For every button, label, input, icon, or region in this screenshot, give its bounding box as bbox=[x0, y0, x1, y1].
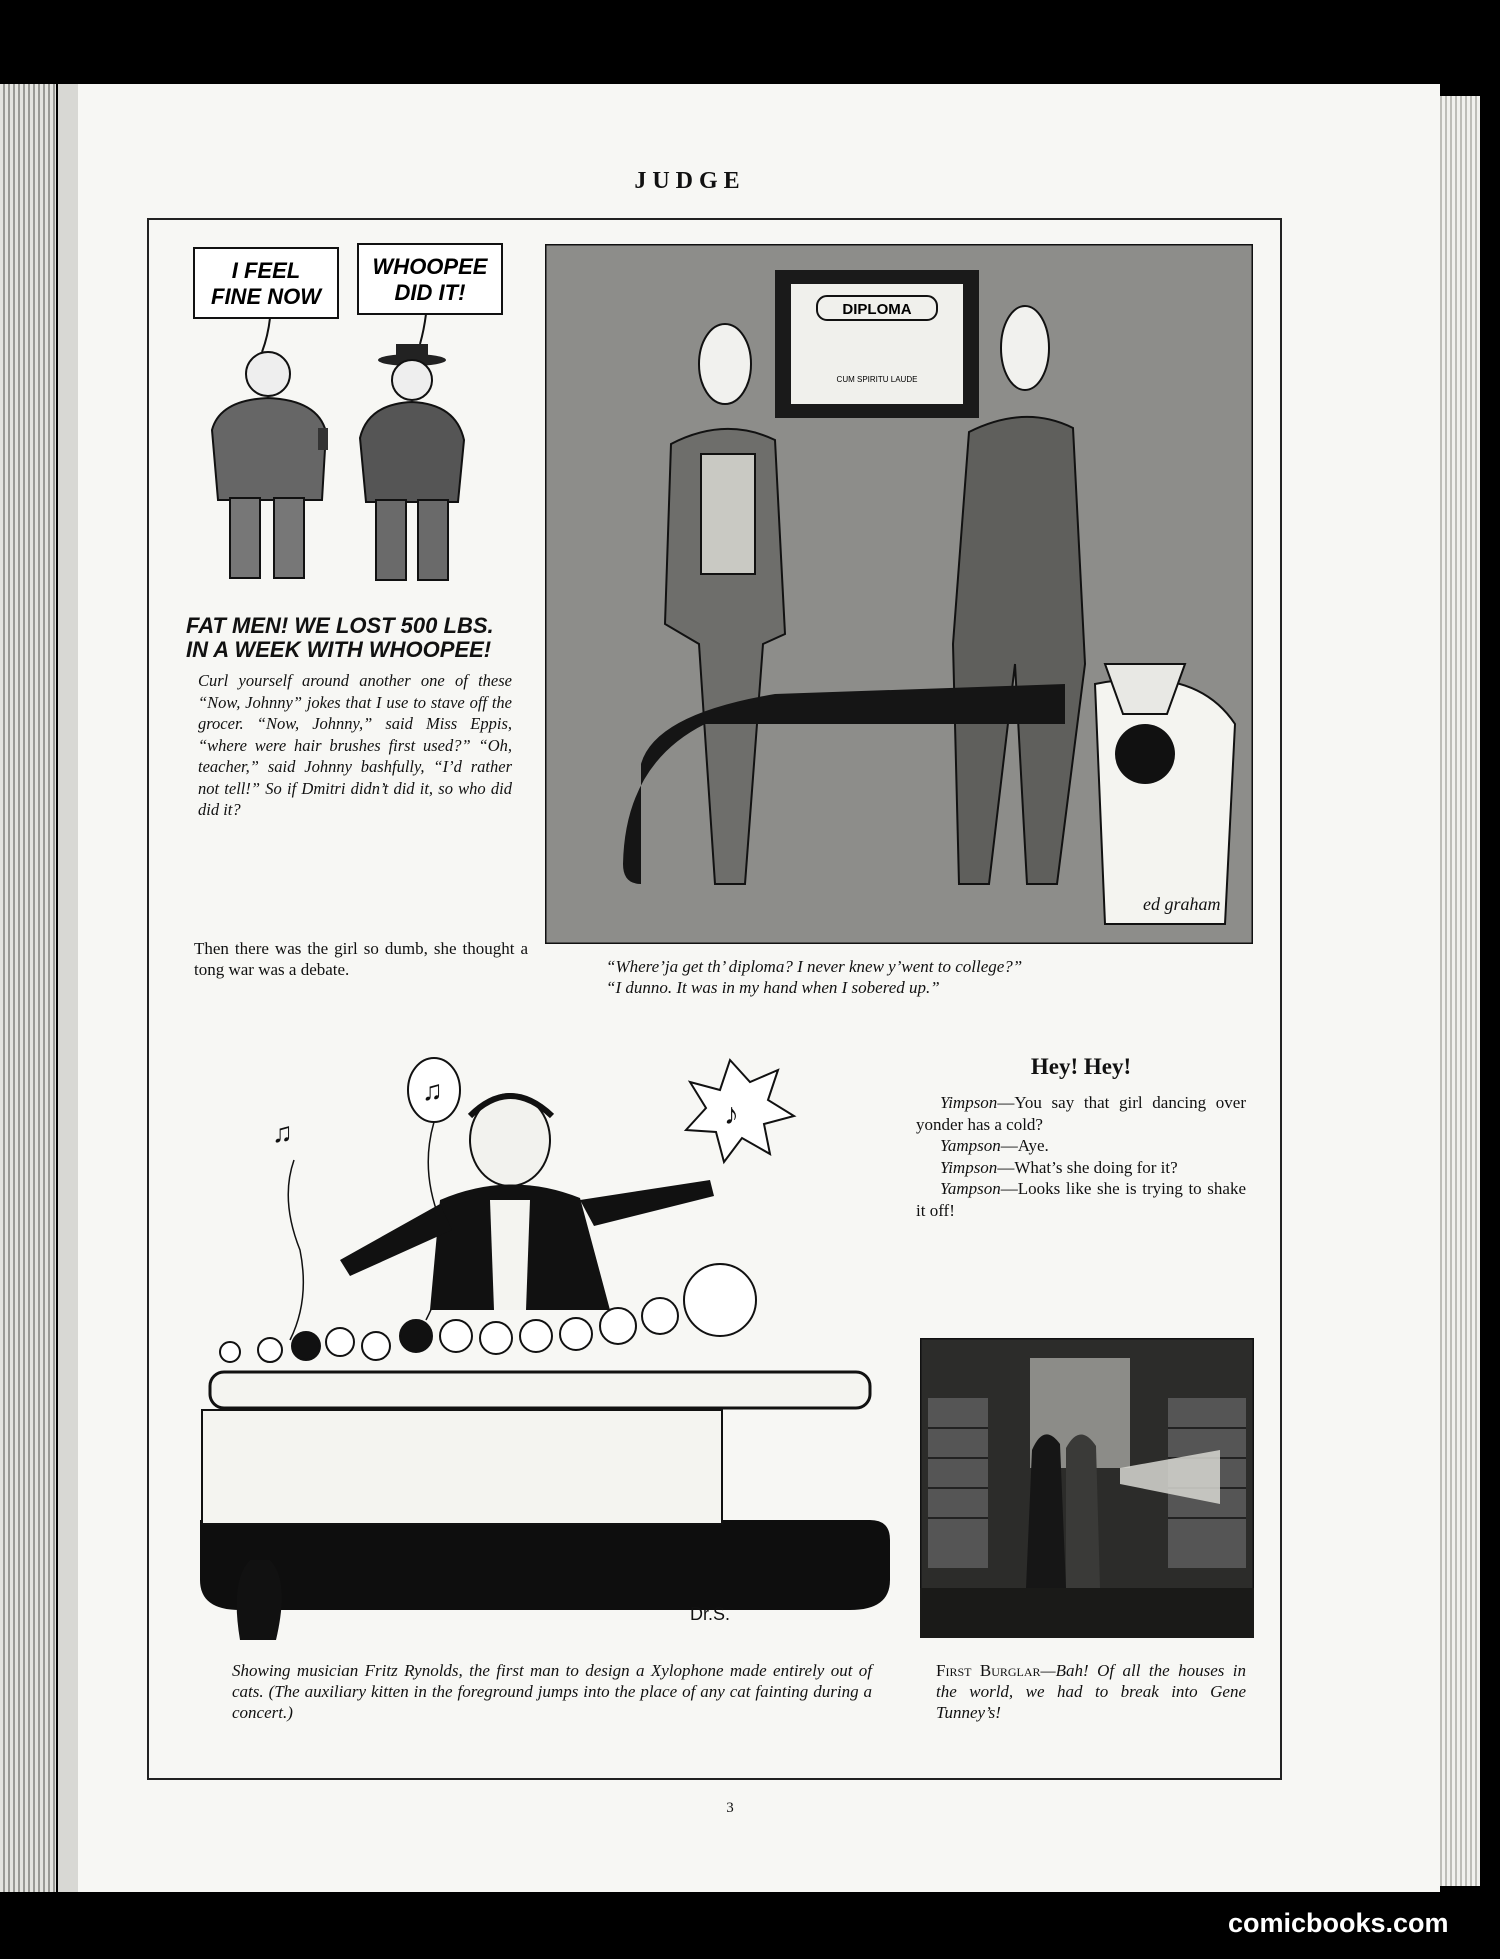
whoopee-headline-line1: FAT MEN! WE LOST 500 LBS. bbox=[186, 613, 494, 638]
diploma-cartoon bbox=[545, 244, 1253, 944]
svg-text:♫: ♫ bbox=[422, 1076, 443, 1107]
xylophone-bar bbox=[210, 1372, 870, 1408]
speaker-3: Yimpson bbox=[940, 1157, 998, 1177]
burglar-illustration bbox=[920, 1338, 1254, 1638]
bubble-left-line1: I FEEL bbox=[231, 258, 301, 283]
svg-text:♪: ♪ bbox=[724, 1098, 739, 1131]
masthead: JUDGE bbox=[634, 168, 746, 194]
xylophone-base bbox=[200, 1520, 890, 1610]
page-number: 3 bbox=[726, 1800, 734, 1816]
binding-gutter bbox=[58, 84, 78, 1892]
hey-hey-title: Hey! Hey! bbox=[1030, 1054, 1132, 1079]
xylophone-caption: Showing musician Fritz Rynolds, the first man to design a Xylophone made entirely out of cats. (The auxiliary kitten in the foreground jumps into the place of any cat fainting during a concert.) bbox=[232, 1661, 872, 1722]
line-3-text: What’s she doing for it? bbox=[1014, 1157, 1178, 1177]
whoopee-headline-line2: IN A WEEK WITH WHOOPEE! bbox=[186, 637, 492, 662]
hey-hey-line-3: Yimpson—What’s she doing for it? bbox=[940, 1157, 1178, 1177]
burglar-speaker: First Burglar bbox=[936, 1661, 1041, 1680]
diploma-caption-line1: “Where’ja get th’ diploma? I never knew y’went to college?” bbox=[606, 957, 1023, 976]
diploma-text: DIPLOMA bbox=[842, 301, 912, 318]
music-note-heart bbox=[272, 1118, 303, 1340]
diploma-caption bbox=[606, 956, 1246, 998]
bubble-right-line1: WHOOPEE bbox=[372, 254, 488, 279]
stacked-page-edges bbox=[1440, 96, 1480, 1886]
speaker-1: Yimpson bbox=[940, 1093, 998, 1112]
whoopee-headline bbox=[186, 614, 536, 662]
tong-war-joke: Then there was the girl so dumb, she thought a tong war was a debate. bbox=[194, 939, 528, 979]
line-1-text: You say that girl dancing over yonder has a cold? bbox=[916, 1093, 1246, 1134]
line-2-text: Aye. bbox=[1017, 1136, 1049, 1155]
diploma-signature: ed graham bbox=[1143, 894, 1221, 914]
hey-hey-dialog bbox=[916, 1092, 1246, 1221]
speaker-2: Yampson bbox=[940, 1136, 1001, 1155]
hey-hey-line-1: Yimpson—You say that girl dancing over yonder has a cold? bbox=[916, 1093, 1246, 1134]
burglar-caption: First Burglar—Bah! Of all the houses in the world, we had to break into Gene Tunney’s! bbox=[936, 1661, 1246, 1722]
hey-hey-line-2: Yampson—Aye. bbox=[940, 1136, 1049, 1155]
whoopee-paragraph: Curl yourself around another one of these “Now, Johnny” jokes that I use to stave off the grocer. “Now, Johnny,” said Miss Eppis, “where were hair brushes first used?” “Oh, teacher,” said Johnny bashfully, “I’d rather not tell!” So if Dmitri didn’t did it, so who did did it? bbox=[198, 671, 512, 819]
musician-fritz-rynolds bbox=[340, 1094, 714, 1310]
burglar-text: Bah! Of all the houses in the world, we had to break into Gene Tunney’s! bbox=[936, 1661, 1246, 1722]
previous-page-edge bbox=[0, 84, 56, 1892]
bubble-right-line2: DID IT! bbox=[394, 280, 466, 305]
xylophone-signature: Dr.S. bbox=[690, 1604, 731, 1624]
diploma-small-text: CUM SPIRITU LAUDE bbox=[836, 375, 918, 384]
line-4-text: Looks like she is trying to shake it off! bbox=[916, 1179, 1246, 1220]
thin-man-right bbox=[360, 344, 464, 580]
music-note-starburst bbox=[686, 1060, 794, 1162]
watermark: comicbooks.com bbox=[1228, 1908, 1449, 1938]
fat-man-left bbox=[212, 352, 328, 578]
auxiliary-kitten bbox=[237, 1560, 282, 1640]
diploma-caption-line2: “I dunno. It was in my hand when I sobered up.” bbox=[606, 978, 940, 997]
speaker-4: Yampson bbox=[940, 1179, 1001, 1198]
bubble-left-line2: FINE NOW bbox=[211, 284, 321, 309]
cat-xylophone-cartoon bbox=[190, 1020, 910, 1640]
hey-hey-line-4: Yampson—Looks like she is trying to shake it off! bbox=[916, 1179, 1246, 1220]
svg-text:♫: ♫ bbox=[272, 1118, 293, 1149]
whoopee-illustration bbox=[190, 240, 530, 600]
